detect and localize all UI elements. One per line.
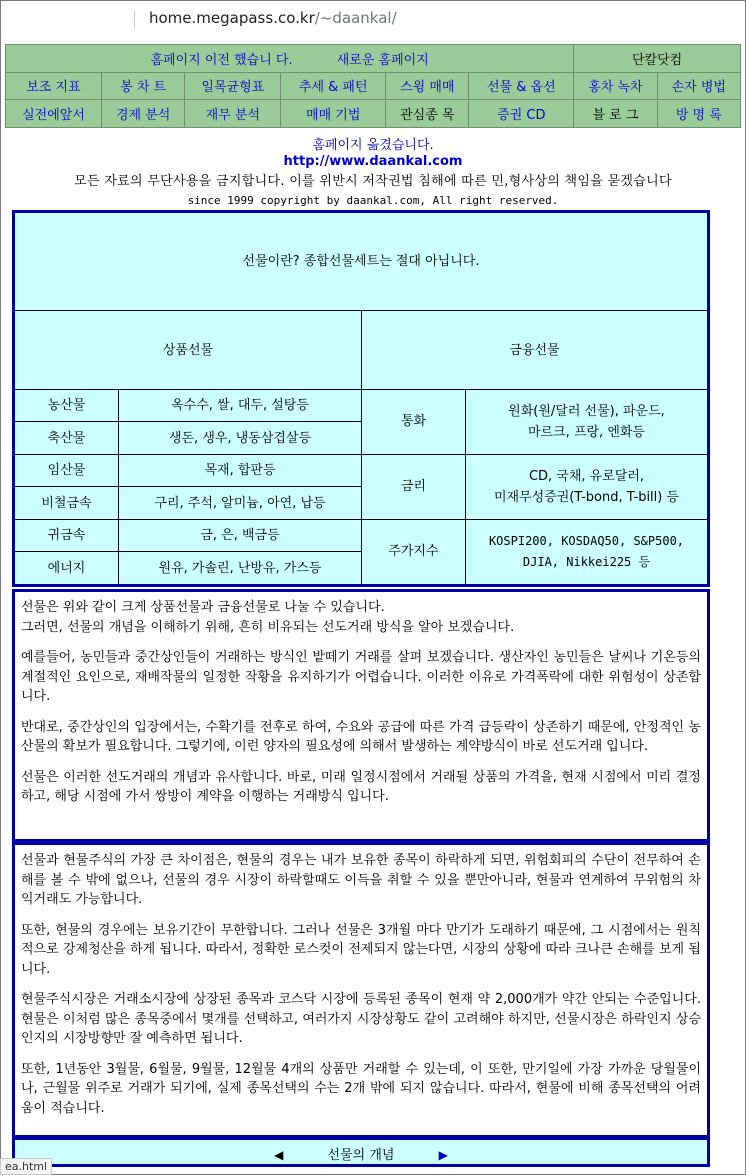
nav-item-before-practice[interactable]: 실전에앞서 <box>6 100 102 128</box>
notice-block <box>0 138 746 210</box>
page-footer-nav <box>12 1137 710 1167</box>
nav-item-securities-cd[interactable]: 증권 CD <box>469 100 574 128</box>
commodity-category: 농산물 <box>14 390 119 422</box>
commodity-category: 귀금속 <box>14 519 119 551</box>
futures-table <box>12 210 710 587</box>
nav-item-tea[interactable]: 홍차 녹차 <box>574 72 657 100</box>
paragraph: 선물과 현물주식의 가장 큰 차이점은, 현물의 경우는 내가 보유한 종목이 하락하게 되면, 위험회피의 수단이 전무하여 손해를 볼 수 밖에 없으나, 선물의 경우 시장이 하락할때도 이득을 취할 수 있을 뿐만아니라, 현물과 연계하여 무위험의 차익거래도 가능합니다. <box>21 853 701 907</box>
new-site-link[interactable]: http://www.daankal.com <box>283 154 463 169</box>
nav-item-aux-indicators[interactable]: 보조 지표 <box>6 72 102 100</box>
nav-item-ichimoku[interactable]: 일목균형표 <box>185 72 281 100</box>
nav-item-futures-options[interactable]: 선물 & 옵션 <box>469 72 574 100</box>
nav-item-watchlist[interactable]: 관심종 목 <box>386 100 469 128</box>
nav-item-candle-chart[interactable]: 봉 차 트 <box>102 72 185 100</box>
nav-item-art-of-war[interactable]: 손자 병법 <box>657 72 740 100</box>
url-text[interactable] <box>149 9 397 27</box>
paragraph-line: 그러면, 선물의 개념을 이해하기 위해, 흔히 비유되는 선도거래 방식을 알아 보겠습니다. <box>21 619 515 635</box>
footer-label: 선물의 개념 <box>327 1148 395 1163</box>
commodity-category: 비철금속 <box>14 487 119 519</box>
paragraph: 또한, 현물의 경우에는 보유기간이 무한합니다. 그러나 선물은 3개월 마다 만기가 도래하기 때문에, 그 시점에서는 원칙적으로 강제청산을 하게 됩니다. 따라서, 정확한 로스컷이 전제되지 않는다면, 시장의 상황에 따라 크나큰 손해를 보게 됩니다. <box>21 922 701 977</box>
nav-item-trend-pattern[interactable]: 추세 & 패턴 <box>281 72 386 100</box>
paragraph: 또한, 1년동안 3월물, 6월물, 9월물, 12월물 4개의 상품만 거래할 수 있는데, 이 또한, 만기일에 가장 가까운 당월물이나, 근월물 위주로 거래가 되기에, 실제 종목선택의 수는 2개 밖에 되지 않습니다. 따라서, 현물에 비해 종목선택의 어려움이 적습니다. <box>21 1061 701 1116</box>
futures-table-title: 선물이란? 종합선물세트는 절대 아닙니다. <box>14 212 709 311</box>
commodity-items: 원유, 가솔린, 난방유, 가스등 <box>119 552 362 586</box>
commodity-futures-header: 상품선물 <box>14 311 362 390</box>
paragraph: 반대로, 중간상인의 입장에서는, 수확기를 전후로 하여, 수요와 공급에 따른 가격 급등락이 상존하기 때문에, 안정적인 농산물의 확보가 필요합니다. 그렇기에, 이런 양자의 필요성에 의해서 발생하는 계약방식이 바로 선도거래 입니다. <box>21 719 701 754</box>
address-separator <box>134 11 135 28</box>
nav-item-financial-analysis[interactable]: 재무 분석 <box>185 100 281 128</box>
nav-item-blog[interactable]: 블 로 그 <box>574 100 657 128</box>
paragraph: 예를들어, 농민들과 중간상인들이 거래하는 방식인 밭떼기 거래를 살펴 보겠습니다. 생산자인 농민들은 날씨나 기온등의 계절적인 요인으로, 재배작물의 일정한 작황을 유지하기가 어렵습니다. 이러한 이유로 가격폭락에 대한 위험성이 상존합니다. <box>21 650 701 704</box>
financial-futures-header: 금융선물 <box>362 311 709 390</box>
url-host: home.megapass.co.kr <box>149 9 315 27</box>
nav-item-trading-techniques[interactable]: 매매 기법 <box>281 100 386 128</box>
commodity-items: 옥수수, 쌀, 대두, 설탕등 <box>119 390 362 422</box>
next-arrow-icon[interactable]: ▶ <box>438 1148 448 1162</box>
copyright-line: since 1999 copyright by daankal.com, All right reserved. <box>187 194 559 207</box>
commodity-category: 축산물 <box>14 422 119 454</box>
status-bar-url: ea.html <box>0 1158 52 1175</box>
nav-menu <box>5 44 741 128</box>
commodity-items: 생돈, 생우, 냉동삼겹살등 <box>119 422 362 454</box>
financial-items <box>466 519 709 585</box>
commodity-items: 구리, 주석, 알미늄, 아연, 납등 <box>119 487 362 519</box>
financial-category: 금리 <box>362 454 466 519</box>
futures-vs-stocks-text <box>12 842 710 1138</box>
financial-items-line: 마르크, 프랑, 엔화등 <box>528 424 645 440</box>
site-title: 단칼닷컴 <box>574 45 741 73</box>
financial-items <box>466 390 709 455</box>
financial-category: 통화 <box>362 390 466 455</box>
nav-item-swing-trading[interactable]: 스윙 매매 <box>386 72 469 100</box>
banner-moved-link[interactable]: 홈페이지 이전 했습니 다. <box>150 52 293 68</box>
commodity-items: 목재, 합판등 <box>119 454 362 486</box>
financial-items-line: CD, 국채, 유로달러, <box>528 468 645 484</box>
financial-category: 주가지수 <box>362 519 466 585</box>
paragraph <box>21 598 701 637</box>
moved-notice: 홈페이지 옮겼습니다. <box>312 138 434 153</box>
nav-banner <box>6 45 574 73</box>
nav-item-guestbook[interactable]: 방 명 록 <box>657 100 740 128</box>
prev-arrow-icon[interactable]: ◀ <box>274 1148 284 1162</box>
paragraph: 선물은 이러한 선도거래의 개념과 유사합니다. 바로, 미래 일정시점에서 거래될 상품의 가격을, 현재 시점에서 미리 결정하고, 해당 시점에 가서 쌍방이 계약을 이행하는 거래방식 입니다. <box>21 769 701 804</box>
commodity-items: 금, 은, 백금등 <box>119 519 362 551</box>
financial-items-line: DJIA, Nikkei225 등 <box>522 554 651 569</box>
copyright-warning: 모든 자료의 무단사용을 금지합니다. 이를 위반시 저작권법 침해에 따른 민,형사상의 책임을 묻겠습니다 <box>74 174 672 189</box>
url-path: /~daankal/ <box>314 9 397 27</box>
footer-inner <box>15 1144 707 1163</box>
banner-new-homepage-link[interactable]: 새로운 홈페이지 <box>336 52 429 68</box>
commodity-category: 에너지 <box>14 552 119 586</box>
commodity-category: 임산물 <box>14 454 119 486</box>
paragraph-line: 선물은 위와 같이 크게 상품선물과 금융선물로 나눌 수 있습니다. <box>21 600 385 615</box>
futures-concept-text <box>12 589 710 842</box>
financial-items-line: KOSPI200, KOSDAQ50, S&P500, <box>488 533 685 548</box>
address-bar[interactable] <box>1 1 745 37</box>
financial-items-line: 원화(원/달러 선물), 파운드, <box>508 403 665 419</box>
financial-items <box>466 454 709 519</box>
nav-item-economic-analysis[interactable]: 경제 분석 <box>102 100 185 128</box>
paragraph: 현물주식시장은 거래소시장에 상장된 종목과 코스닥 시장에 등록된 종목이 현재 약 2,000개가 약간 안되는 수준입니다. 현물은 이처럼 많은 종목중에서 몇개를 선택하고, 여러가지 시장상황도 같이 고려해야 하지만, 선물시장은 하락인지 상승인지의 시장방향만 잘 예측하면 됩니다. <box>21 992 701 1046</box>
financial-items-line: 미재무성증권(T-bond, T-bill) 등 <box>493 489 680 505</box>
